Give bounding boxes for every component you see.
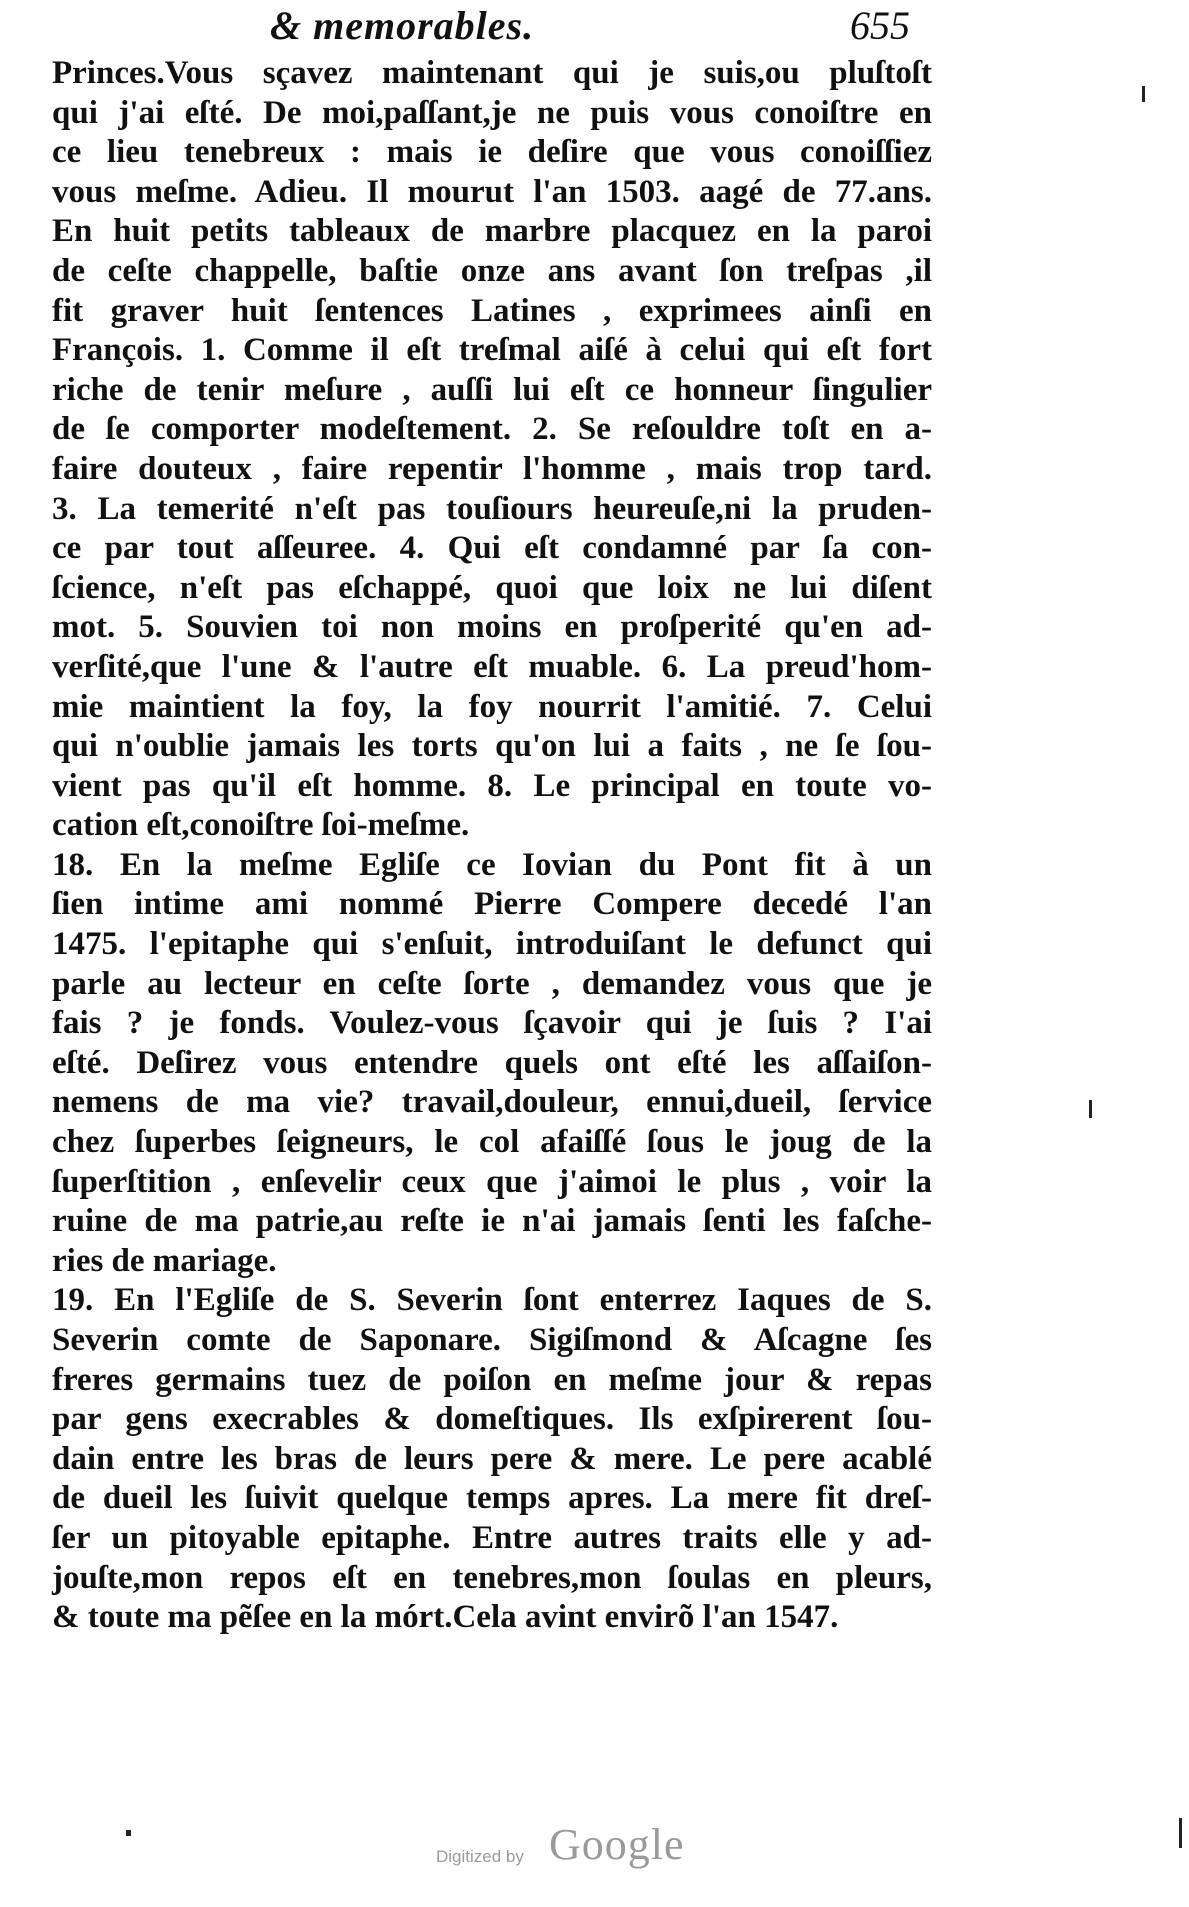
text-line: fais ? je fonds. Voulez-vous ſçavoir qui je ſuis ? I'ai — [52, 1005, 932, 1042]
text-line: de dueil les ſuivit quelque temps apres. La mere fit dreſ- — [52, 1480, 932, 1517]
text-line: qui n'oublie jamais les torts qu'on lui a faits , ne ſe ſou- — [52, 728, 932, 765]
watermark-caption: Digitized by — [436, 1847, 524, 1866]
text-line: riche de tenir meſure , auſſi lui eſt ce honneur ſingulier — [52, 371, 932, 408]
scan-speck — [1142, 86, 1145, 102]
text-line: ries de mariage. — [52, 1242, 277, 1279]
text-line: En huit petits tableaux de marbre placquez en la paroi — [52, 213, 932, 250]
running-title: & memorables. — [270, 3, 535, 48]
text-line: ſcience, n'eſt pas eſchappé, quoi que loix ne lui diſent — [52, 569, 932, 606]
text-line: François. 1. Comme il eſt treſmal aiſé à celui qui eſt fort — [52, 332, 932, 369]
text-line: 18. En la meſme Egliſe ce Iovian du Pont fit à un — [52, 846, 932, 883]
body-text — [52, 54, 932, 1638]
text-line: Princes.Vous sçavez maintenant qui je suis,ou pluſtoſt — [52, 55, 932, 91]
text-line: cation eſt,conoiſtre ſoi-meſme. — [52, 807, 470, 844]
text-line: ſien intime ami nommé Pierre Compere decedé l'an — [52, 886, 932, 923]
digitized-watermark — [436, 1815, 736, 1875]
text-line: faire douteux , faire repentir l'homme , mais trop tard. — [52, 450, 932, 487]
text-line: & toute ma pẽſee en la mórt.Cela avint envirõ l'an 1547. — [52, 1599, 839, 1636]
text-line: dain entre les bras de leurs pere & mere. Le pere acablé — [52, 1440, 932, 1477]
text-line: chez ſuperbes ſeigneurs, le col afaiſſé ſous le joug de la — [52, 1124, 932, 1161]
text-line: vous meſme. Adieu. Il mourut l'an 1503. aagé de 77.ans. — [52, 173, 932, 210]
text-line: 1475. l'epitaphe qui s'enſuit, introduiſant le defunct qui — [52, 926, 932, 963]
scan-speck — [1179, 1818, 1182, 1848]
text-line: Severin comte de Saponare. Sigiſmond & Aſcagne ſes — [52, 1322, 932, 1358]
text-line: mie maintient la foy, la foy nourrit l'amitié. 7. Celui — [52, 688, 932, 725]
text-line: ſuperſtition , enſevelir ceux que j'aimoi le plus , voir la — [52, 1163, 932, 1200]
text-line: ce par tout aſſeuree. 4. Qui eſt condamné par ſa con- — [52, 530, 932, 567]
text-line: jouſte,mon repos eſt en tenebres,mon ſoulas en pleurs, — [52, 1559, 932, 1596]
text-line: freres germains tuez de poiſon en meſme jour & repas — [52, 1361, 932, 1398]
text-line: de ſe comporter modeſtement. 2. Se reſouldre toſt en a- — [52, 411, 932, 448]
text-line: fit graver huit ſentences Latines , exprimees ainſi en — [52, 292, 932, 329]
text-line: eſté. Deſirez vous entendre quels ont eſté les aſſaiſon- — [52, 1044, 932, 1081]
text-line: 19. En l'Egliſe de S. Severin ſont enterrez Iaques de S. — [52, 1282, 932, 1319]
text-line: de ceſte chappelle, baſtie onze ans avant ſon treſpas ,il — [52, 252, 932, 289]
text-line: 3. La temerité n'eſt pas touſiours heureuſe,ni la pruden- — [52, 490, 932, 527]
text-line: qui j'ai eſté. De moi,paſſant,je ne puis vous conoiſtre en — [52, 94, 932, 131]
google-logo: Google — [549, 1820, 685, 1869]
text-line: parle au lecteur en ceſte ſorte , demandez vous que je — [52, 965, 932, 1002]
text-line: par gens execrables & domeſtiques. Ils exſpirerent ſou- — [52, 1401, 932, 1438]
text-line: ſer un pitoyable epitaphe. Entre autres traits elle y ad- — [52, 1519, 932, 1556]
text-line: nemens de ma vie? travail,douleur, ennui,dueil, ſervice — [52, 1084, 932, 1121]
scan-speck — [126, 1830, 131, 1836]
text-line: mot. 5. Souvien toi non moins en proſperité qu'en ad- — [52, 609, 932, 646]
page-number: 655 — [850, 3, 910, 48]
text-line: verſité,que l'une & l'autre eſt muable. 6. La preud'hom- — [52, 648, 932, 685]
text-line: vient pas qu'il eſt homme. 8. Le principal en toute vo- — [52, 767, 932, 804]
scan-speck — [1089, 1100, 1092, 1118]
text-line: ce lieu tenebreux : mais ie deſire que vous conoiſſiez — [52, 134, 932, 171]
page-header — [270, 2, 910, 62]
text-line: ruine de ma patrie,au reſte ie n'ai jamais ſenti les faſche- — [52, 1203, 932, 1240]
